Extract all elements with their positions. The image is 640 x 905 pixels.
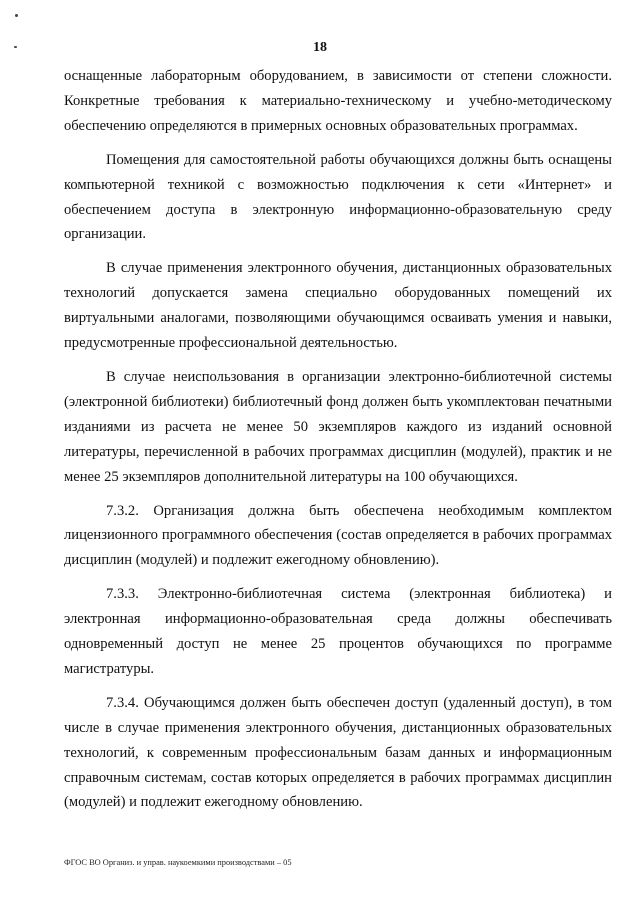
paragraph-self-study-rooms: Помещения для самостоятельной работы обучающихся должны быть оснащены компьютерной техникой с возможностью подключения к сети «Интернет» и обеспечением доступа в электронную информационно-образовательную среду организации. xyxy=(64,151,612,243)
page-number: 18 xyxy=(313,40,327,55)
document-body xyxy=(64,64,612,815)
paragraph-library-fund: В случае неиспользования в организации электронно-библиотечной системы (электронной библиотеки) библиотечный фонд должен быть укомплектован печатными изданиями из расчета не менее 50 экземпляров каждого из изданий основной литературы, перечисленной в рабочих программах дисциплин (модулей), практик и не менее 25 экземпляров дополнительной литературы на 100 обучающихся. xyxy=(64,368,612,485)
paragraph-7-3-3: 7.3.3. Электронно-библиотечная система (электронная библиотека) и электронная информационно-образовательная среда должны обеспечивать одновременный доступ не менее 25 процентов обучающихся по программе магистратуры. xyxy=(64,586,612,677)
paragraph-7-3-4: 7.3.4. Обучающимся должен быть обеспечен доступ (удаленный доступ), в том числе в случае применения электронного обучения, дистанционных образовательных технологий, к современным профессиональным базам данных и информационным справочным системам, состав которых определяется в рабочих программах дисциплин (модулей) и подлежит ежегодному обновлению. xyxy=(64,694,612,811)
scan-speck xyxy=(15,14,18,17)
paragraph-7-3-2: 7.3.2. Организация должна быть обеспечена необходимым комплектом лицензионного программного обеспечения (состав определяется в рабочих программах дисциплин (модулей) и подлежит ежегодному обновлению). xyxy=(64,502,612,569)
page-footer: ФГОС ВО Организ. и управ. наукоемкими производствами – 05 xyxy=(64,858,292,867)
paragraph-e-learning: В случае применения электронного обучения, дистанционных образовательных технологий допускается замена специально оборудованных помещений их виртуальными аналогами, позволяющими обучающимся осваивать умения и навыки, предусмотренные профессиональной деятельностью. xyxy=(64,260,612,352)
paragraph-continuation: оснащенные лабораторным оборудованием, в зависимости от степени сложности. Конкретные требования к материально-техническому и учебно-методическому обеспечению определяются в примерных основных образовательных программах. xyxy=(64,68,612,134)
